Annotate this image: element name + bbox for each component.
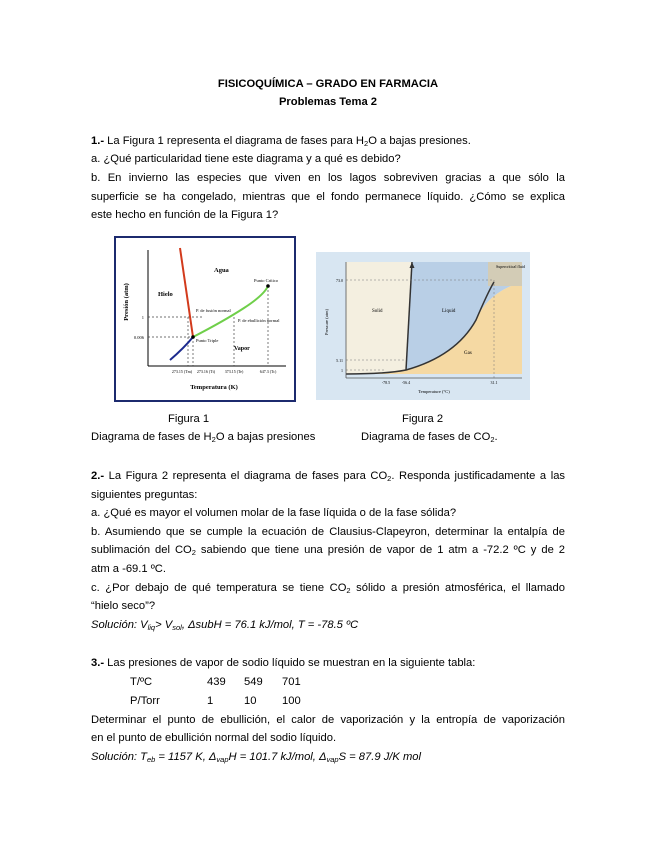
- fig1-ylabel: Presión (atm): [123, 283, 130, 321]
- figure-1-caption-title: Figura 1: [168, 413, 210, 425]
- p2-c1-b: sólido a presión atmosférica, el llamado: [350, 582, 565, 594]
- table-cell: 701: [282, 676, 301, 688]
- fig2-ytick-1: 1: [341, 368, 343, 373]
- fig1-caption-b: O a bajas presiones: [215, 431, 316, 443]
- fig1-caption-sub: 2: [211, 435, 216, 444]
- fig1-xlabel: Temperatura (K): [190, 384, 238, 391]
- fig2-xtick-785: -78.5: [381, 380, 391, 385]
- p2-b2-a: sublimación del CO: [91, 544, 192, 556]
- fig2-label-liquid: Liquid: [442, 309, 456, 314]
- p3-sol-rest3: S = 87.9 J/K mol: [338, 751, 421, 763]
- fig1-label-agua: Agua: [214, 267, 229, 274]
- figure-2-caption-title: Figura 2: [402, 413, 444, 425]
- problem-3-number: 3.-: [91, 657, 105, 669]
- p2-c1-sub: 2: [346, 586, 351, 595]
- problem-1-intro: [91, 134, 565, 148]
- problem-2-solution: [91, 618, 565, 632]
- fig1-label-punto-critico: Punto Crítico: [254, 278, 279, 283]
- p2-intro-b: . Responda justificadamente a las: [391, 470, 566, 482]
- problem-2-intro-line1: [91, 469, 565, 483]
- p1-intro-sub: 2: [364, 139, 369, 148]
- figure-2-phase-diagram-co2: [316, 252, 530, 400]
- figure-1-phase-diagram-h2o: [114, 236, 296, 402]
- fig2-xlabel: Temperature (°C): [418, 389, 450, 394]
- problem-2-question-c-line2: “hielo seco”?: [91, 600, 156, 612]
- fig1-critical-point-marker: [266, 284, 270, 288]
- p2-b2-sub: 2: [191, 548, 196, 557]
- p2-sol-gt: > V: [155, 619, 173, 631]
- fig2-label-gas: Gas: [464, 351, 472, 356]
- fig1-label-hielo: Hielo: [158, 291, 173, 298]
- p3-sol-label: Solución: T: [91, 751, 147, 763]
- p2-b2-b: sabiendo que tiene una presión de vapor de 1 atm a -72.2 ºC y de 2: [195, 544, 565, 556]
- table-cell: 10: [244, 695, 257, 707]
- fig1-caption-a: Diagrama de fases de H: [91, 431, 212, 443]
- fig2-label-supercritical: Supercritical fluid: [496, 264, 525, 269]
- document-title: FISICOQUÍMICA – GRADO EN FARMACIA: [217, 78, 439, 90]
- problem-3-question-line2: en el punto de ebullición normal del sodio líquido.: [91, 732, 337, 744]
- table-cell: 100: [282, 695, 301, 707]
- p3-sol-vap1: vap: [216, 755, 229, 764]
- fig1-label-pfusion: P. de fusión normal: [196, 308, 231, 313]
- problem-2-question-c-line1: [91, 581, 565, 595]
- p2-sol-liq: liq: [147, 623, 156, 632]
- p2-c1-a: c. ¿Por debajo de qué temperatura se tiene CO: [91, 582, 347, 594]
- p3-sol-eb: eb: [146, 755, 156, 764]
- figure-1-caption: [91, 430, 315, 444]
- p2-sol-dh: , ΔsubH = 76.1 kJ/mol, T = -78.5 ºC: [181, 619, 359, 631]
- fig1-label-pebullicion: P. de ebullición normal: [238, 318, 280, 323]
- p1-intro-b: O a bajas presiones.: [368, 135, 471, 147]
- p2-sol-sol: sol: [172, 623, 182, 632]
- problem-2-question-b-line3: atm a -69.1 ºC.: [91, 563, 166, 575]
- fig1-label-vapor: Vapor: [234, 346, 250, 352]
- p1-intro-a: La Figura 1 representa el diagrama de fases para H: [107, 135, 365, 147]
- p2-intro-a: La Figura 2 representa el diagrama de fases para CO: [108, 470, 388, 482]
- fig1-xtick-te: 373.15 (Te): [224, 369, 244, 374]
- p3-sol-vap2: vap: [326, 755, 339, 764]
- p2-intro-sub: 2: [387, 474, 392, 483]
- table-cell: 439: [207, 676, 226, 688]
- fig2-label-solid: Solid: [372, 309, 383, 314]
- problem-2-question-a: a. ¿Qué es mayor el volumen molar de la fase líquida o de la fase sólida?: [91, 507, 457, 519]
- table-cell: 1: [207, 695, 214, 707]
- fig2-caption-b: .: [494, 431, 498, 443]
- p3-sol-rest2: H = 101.7 kJ/mol, Δ: [228, 751, 327, 763]
- problem-2-intro-line2: siguientes preguntas:: [91, 489, 198, 501]
- fig1-ytick-0006: 0.006: [133, 335, 144, 340]
- fig1-triple-point-marker: [191, 335, 195, 339]
- problem-2-number: 2.-: [91, 470, 105, 482]
- p3-intro-text: Las presiones de vapor de sodio líquido se muestran en la siguiente tabla:: [107, 657, 476, 669]
- p2-sol-label: Solución: V: [91, 619, 148, 631]
- fig2-ytick-511: 5.11: [336, 358, 343, 363]
- problem-3-solution: [91, 750, 565, 764]
- problem-1-question-a: a. ¿Qué particularidad tiene este diagrama y a qué es debido?: [91, 153, 401, 165]
- problem-2-question-b-line2: [91, 543, 565, 557]
- fig2-caption-sub: 2: [490, 435, 495, 444]
- fig2-xtick-311: 31.1: [490, 380, 498, 385]
- table-row1-label: T/ºC: [130, 676, 153, 688]
- table-row2-label: P/Torr: [130, 695, 160, 707]
- fig1-label-punto-triple: Punto Triple: [196, 338, 219, 343]
- fig2-ytick-73: 73.0: [336, 278, 343, 283]
- fig1-ytick-1: 1: [141, 315, 144, 320]
- problem-1-question-b-line3: este hecho en función de la Figura 1?: [91, 209, 279, 221]
- fig1-xtick-tm: 273.15 (Tm): [171, 369, 193, 374]
- problem-2-question-b-line1: b. Asumiendo que se cumple la ecuación de Clausius-Clapeyron, determinar la entalpía de: [91, 526, 565, 538]
- problem-3-question-line1: Determinar el punto de ebullición, el calor de vaporización y la entropía de vaporización: [91, 714, 565, 726]
- fig1-xtick-tc: 647.3 (Tc): [259, 369, 277, 374]
- table-cell: 549: [244, 676, 263, 688]
- problem-3-intro: [91, 656, 565, 670]
- problem-1-number: 1.-: [91, 135, 105, 147]
- fig2-caption-a: Diagrama de fases de CO: [361, 431, 491, 443]
- fig2-xtick-564: -56.4: [401, 380, 411, 385]
- fig1-xtick-tt: 273.16 (Tt): [196, 369, 216, 374]
- fig2-ylabel: Pressure (atm): [324, 308, 329, 336]
- problem-1-question-b-line1: b. En invierno las especies que viven en los lagos sobreviven gracias a que sólo la: [91, 172, 565, 184]
- document-subtitle: Problemas Tema 2: [278, 96, 378, 108]
- problem-1-question-b-line2: superficie se ha congelado, mientras que el fondo permanece líquido. ¿Cómo se explica: [91, 191, 565, 203]
- figure-2-caption: [361, 430, 498, 444]
- p3-sol-rest1: = 1157 K, Δ: [155, 751, 217, 763]
